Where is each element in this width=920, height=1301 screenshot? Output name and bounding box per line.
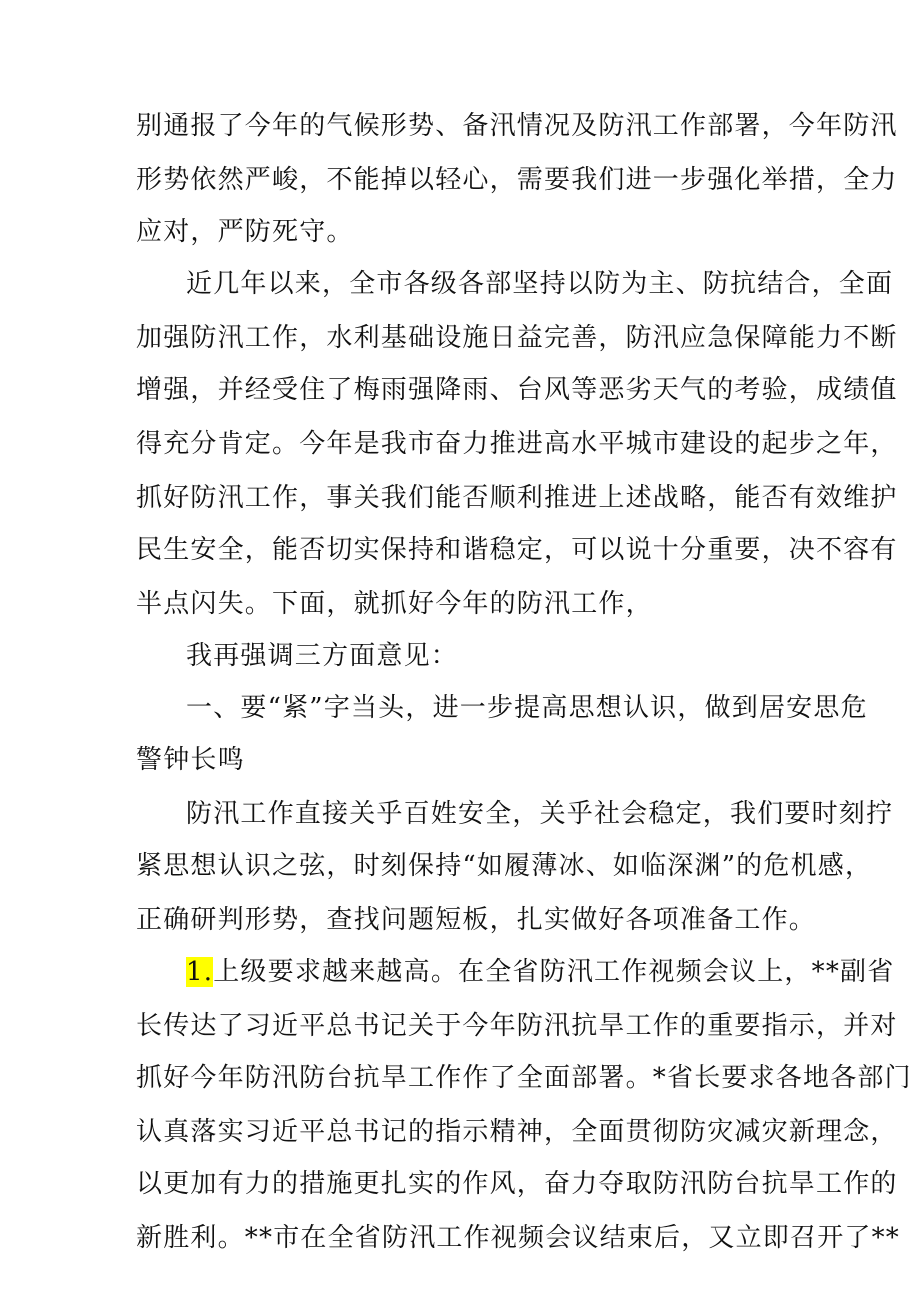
text-line: 民生安全，能否切实保持和谐稳定，可以说十分重要，决不容有 (136, 535, 898, 565)
text-line: 新胜利。**市在全省防汛工作视频会议结束后，又立即召开了** (136, 1223, 901, 1253)
text-line: 加强防汛工作，水利基础设施日益完善，防汛应急保障能力不断 (136, 323, 898, 353)
text-line: 别通报了今年的气候形势、备汛情况及防汛工作部署，今年防汛 (136, 111, 898, 141)
text-line: 长传达了习近平总书记关于今年防汛抗旱工作的重要指示，并对 (136, 1011, 898, 1041)
text-line: 抓好今年防汛防台抗旱工作作了全面部署。*省长要求各地各部门 (136, 1063, 912, 1093)
text-line: 增强，并经受住了梅雨强降雨、台风等恶劣天气的考验，成绩值 (136, 375, 898, 405)
numbered-paragraph-line (186, 952, 895, 992)
text-line: 紧思想认识之弦，时刻保持“如履薄冰、如临深渊”的危机感， (136, 851, 873, 881)
text-line: 上级要求越来越高。在全省防汛工作视频会议上，**副省 (213, 957, 895, 987)
text-line: 半点闪失。下面，就抓好今年的防汛工作， (136, 589, 653, 619)
text-line: 抓好防汛工作，事关我们能否顺利推进上述战略，能否有效维护 (136, 483, 898, 513)
paragraph-start-line: 我再强调三方面意见： (186, 641, 459, 671)
section-heading-line: 一、要“紧”字当头，进一步提高思想认识，做到居安思危 (186, 693, 868, 723)
highlighted-number: 1. (186, 957, 214, 987)
paragraph-start-line: 近几年以来，全市各级各部坚持以防为主、防抗结合，全面 (186, 269, 894, 299)
paragraph-start-line: 防汛工作直接关乎百姓安全，关乎社会稳定，我们要时刻拧 (186, 799, 894, 829)
text-line: 形势依然严峻，不能掉以轻心，需要我们进一步强化举措，全力 (136, 165, 898, 195)
text-line: 得充分肯定。今年是我市奋力推进高水平城市建设的起步之年， (136, 429, 898, 459)
text-line: 正确研判形势，查找问题短板，扎实做好各项准备工作。 (136, 905, 817, 935)
section-heading-line: 警钟长鸣 (136, 745, 245, 775)
text-line: 以更加有力的措施更扎实的作风，奋力夺取防汛防台抗旱工作的 (136, 1169, 898, 1199)
text-line: 认真落实习近平总书记的指示精神，全面贯彻防灾减灾新理念， (136, 1117, 898, 1147)
text-line: 应对，严防死守。 (136, 217, 354, 247)
